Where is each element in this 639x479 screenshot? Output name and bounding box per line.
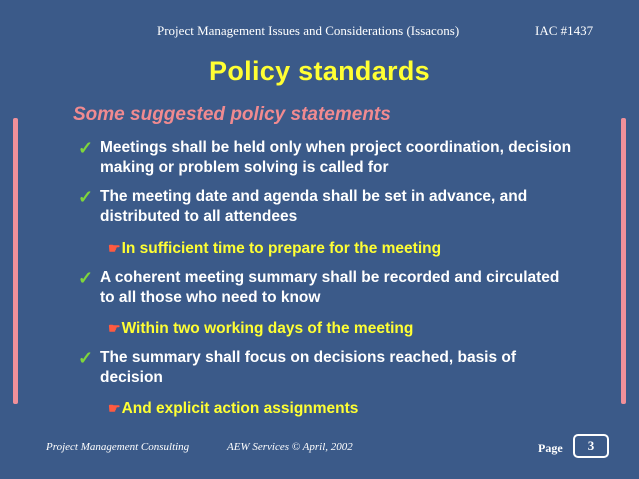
page-label: Page: [538, 441, 563, 455]
right-decor-bar: [621, 118, 626, 404]
bullet-text: The meeting date and agenda shall be set in advance, and distributed to all attendees: [100, 188, 528, 225]
header-title: Project Management Issues and Considerations (Issacons): [157, 23, 460, 38]
slide-subtitle: Some suggested policy statements: [73, 104, 391, 125]
sub-bullet-item: [108, 318, 413, 339]
sub-bullet-text: Within two working days of the meeting: [121, 320, 414, 337]
bullet-item: [78, 348, 578, 388]
left-decor-bar: [13, 118, 18, 404]
sub-bullet-item: [108, 238, 441, 259]
check-icon: ✓: [78, 348, 94, 368]
check-icon: ✓: [78, 138, 94, 158]
pointing-hand-icon: ☛: [108, 320, 121, 336]
pointing-hand-icon: ☛: [108, 240, 121, 256]
bullet-text: The summary shall focus on decisions reached, basis of decision: [100, 349, 517, 386]
footer-company: Project Management Consulting: [46, 441, 190, 453]
sub-bullet-text: And explicit action assignments: [121, 400, 359, 417]
bullet-item: [78, 187, 578, 227]
bullet-text: A coherent meeting summary shall be recorded and circulated to all those who need to know: [100, 269, 560, 306]
footer-copyright: AEW Services © April, 2002: [227, 441, 353, 453]
check-icon: ✓: [78, 187, 94, 207]
bullet-text: Meetings shall be held only when project coordination, decision making or problem solving is called for: [100, 139, 572, 176]
bullet-item: [78, 268, 578, 308]
pointing-hand-icon: ☛: [108, 400, 121, 416]
sub-bullet-item: [108, 398, 358, 419]
page-number-box: 3: [573, 434, 609, 458]
check-icon: ✓: [78, 268, 94, 288]
bullet-item: [78, 138, 578, 178]
header-code: IAC #1437: [535, 23, 594, 38]
slide-title: Policy standards: [209, 56, 430, 86]
sub-bullet-text: In sufficient time to prepare for the meeting: [121, 240, 442, 257]
